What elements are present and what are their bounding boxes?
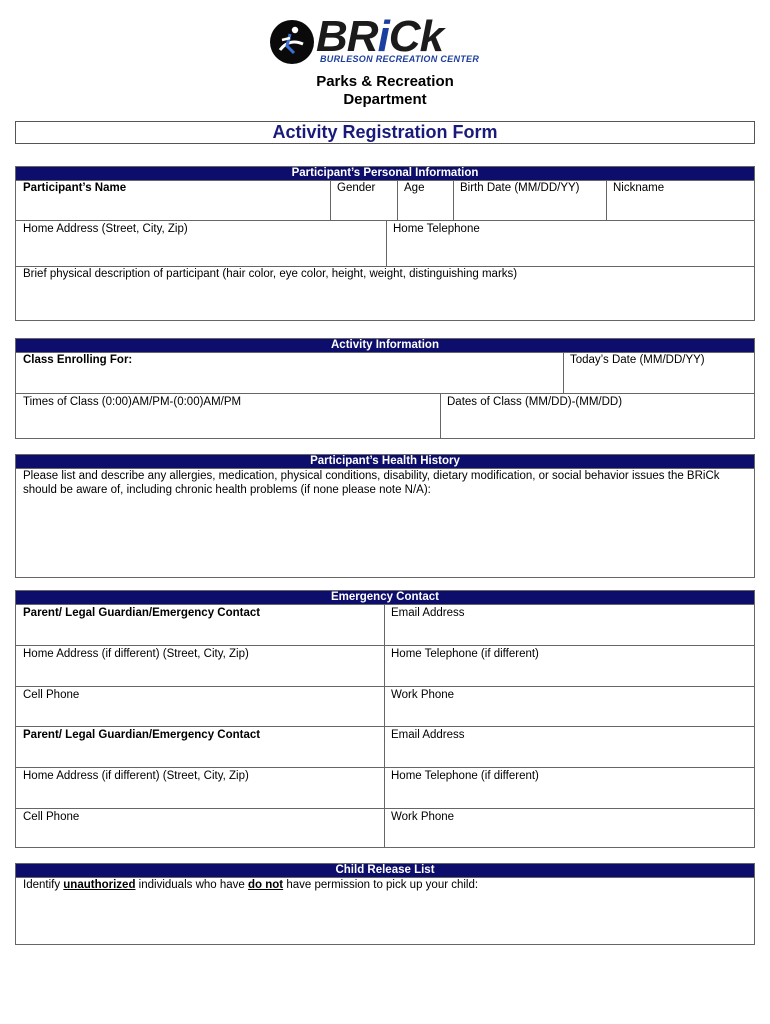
participant-name-field[interactable]: Participant’s Name bbox=[23, 182, 127, 194]
emergency-contact-2-cell-phone-field[interactable]: Cell Phone bbox=[23, 811, 80, 823]
emergency-contact-section bbox=[15, 590, 755, 848]
emergency-contact-2-email-field[interactable]: Email Address bbox=[391, 729, 465, 741]
form-title: Activity Registration Form bbox=[15, 121, 755, 144]
emergency-contact-1-cell-phone-field[interactable]: Cell Phone bbox=[23, 689, 80, 701]
logo-wordmark: BRiCk bbox=[316, 12, 444, 61]
gender-field[interactable]: Gender bbox=[337, 182, 376, 194]
activity-info-header: Activity Information bbox=[16, 339, 754, 352]
emergency-contact-2-home-telephone-field[interactable]: Home Telephone (if different) bbox=[391, 770, 539, 782]
home-telephone-field[interactable]: Home Telephone bbox=[393, 223, 480, 235]
child-release-field[interactable]: Identify unauthorized individuals who have do not have permission to pick up your child: bbox=[23, 879, 479, 891]
child-release-header: Child Release List bbox=[16, 864, 754, 877]
runner-emblem-icon bbox=[270, 20, 314, 64]
emergency-contact-2-name-field[interactable]: Parent/ Legal Guardian/Emergency Contact bbox=[23, 729, 261, 741]
department-line-2: Department bbox=[343, 91, 427, 108]
brick-logo bbox=[270, 12, 492, 68]
health-history-field[interactable]: Please list and describe any allergies, medication, physical conditions, disability, dietary modification, or social behavior issues the BRiCk should be aware of, including chronic health problems (if none please note N/A): bbox=[23, 470, 720, 496]
activity-info-section bbox=[15, 338, 755, 439]
birth-date-field[interactable]: Birth Date (MM/DD/YY) bbox=[460, 182, 580, 194]
emergency-contact-1-email-field[interactable]: Email Address bbox=[391, 607, 465, 619]
emergency-contact-1-name-field[interactable]: Parent/ Legal Guardian/Emergency Contact bbox=[23, 607, 261, 619]
class-times-field[interactable]: Times of Class (0:00)AM/PM-(0:00)AM/PM bbox=[23, 396, 242, 408]
personal-info-section bbox=[15, 166, 755, 321]
personal-info-header: Participant’s Personal Information bbox=[16, 167, 754, 180]
child-release-section bbox=[15, 863, 755, 945]
health-history-section bbox=[15, 454, 755, 578]
class-dates-field[interactable]: Dates of Class (MM/DD)-(MM/DD) bbox=[447, 396, 623, 408]
emergency-contact-1-work-phone-field[interactable]: Work Phone bbox=[391, 689, 455, 701]
class-enrolling-field[interactable]: Class Enrolling For: bbox=[23, 354, 133, 366]
nickname-field[interactable]: Nickname bbox=[613, 182, 665, 194]
emergency-contact-1-address-field[interactable]: Home Address (if different) (Street, City, Zip) bbox=[23, 648, 249, 660]
home-address-field[interactable]: Home Address (Street, City, Zip) bbox=[23, 223, 188, 235]
health-history-header: Participant’s Health History bbox=[16, 455, 754, 468]
todays-date-field[interactable]: Today’s Date (MM/DD/YY) bbox=[570, 354, 705, 366]
emergency-contact-header: Emergency Contact bbox=[16, 591, 754, 604]
emergency-contact-1-home-telephone-field[interactable]: Home Telephone (if different) bbox=[391, 648, 539, 660]
unauthorized-emphasis: unauthorized bbox=[63, 879, 136, 891]
department-line-1: Parks & Recreation bbox=[316, 73, 454, 90]
do-not-emphasis: do not bbox=[248, 879, 284, 891]
age-field[interactable]: Age bbox=[404, 182, 425, 194]
physical-description-field[interactable]: Brief physical description of participant (hair color, eye color, height, weight, distinguishing marks) bbox=[23, 268, 518, 280]
emergency-contact-2-work-phone-field[interactable]: Work Phone bbox=[391, 811, 455, 823]
emergency-contact-2-address-field[interactable]: Home Address (if different) (Street, City, Zip) bbox=[23, 770, 249, 782]
logo-subtitle: BURLESON RECREATION CENTER bbox=[320, 54, 480, 64]
